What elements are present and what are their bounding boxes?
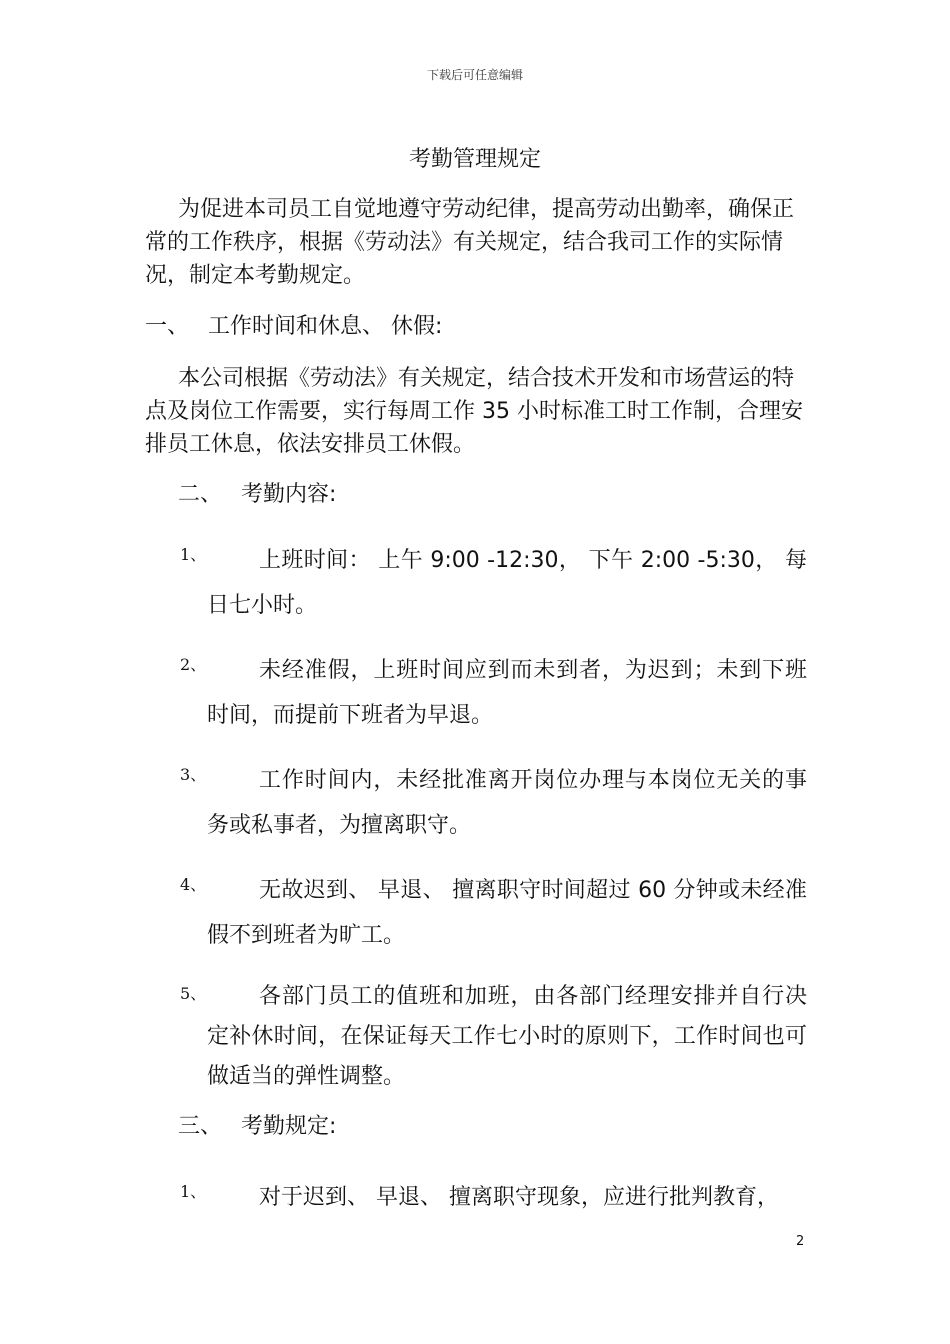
- list-item-number: 4、: [180, 875, 207, 894]
- list-item: [145, 648, 807, 738]
- list-item-text: 各部门员工的值班和加班，由各部门经理安排并自行决定补休时间，在保证每天工作七小时的原则下，工作时间也可做适当的弹性调整。: [207, 984, 807, 1089]
- section-3-number: 三、: [178, 1114, 223, 1139]
- list-item: [145, 758, 807, 848]
- list-item-text: 无故迟到、 早退、 擅离职守时间超过 60 分钟或未经准假不到班者为旷工。: [207, 878, 807, 948]
- section-3-title: 考勤规定:: [241, 1114, 337, 1139]
- document-title: 考勤管理规定: [408, 147, 541, 172]
- page-header: 下载后可任意编辑: [426, 68, 523, 82]
- section-1-heading: [145, 310, 442, 343]
- list-item: [145, 1175, 807, 1220]
- list-item-text: 工作时间内，未经批准离开岗位办理与本岗位无关的事务或私事者，为擅离职守。: [207, 768, 807, 838]
- list-item-number: 3、: [180, 765, 207, 784]
- section-2-heading: [178, 478, 336, 511]
- list-item: [145, 538, 807, 628]
- section-1-number: 一、: [145, 314, 190, 339]
- list-item-text: 上班时间： 上午 9:00 -12:30， 下午 2:00 -5:30， 每日七小时。: [207, 548, 807, 618]
- list-item-number: 1、: [180, 545, 207, 564]
- page-number: 2: [796, 1234, 805, 1249]
- intro-paragraph: 为促进本司员工自觉地遵守劳动纪律，提高劳动出勤率，确保正常的工作秩序，根据《劳动法》有关规定，结合我司工作的实际情况，制定本考勤规定。: [145, 197, 795, 288]
- section-1-body: 本公司根据《劳动法》有关规定，结合技术开发和市场营运的特点及岗位工作需要，实行每周工作 35 小时标准工时工作制，合理安排员工休息，依法安排员工休假。: [145, 366, 803, 457]
- list-item-text: 对于迟到、 早退、 擅离职守现象，应进行批判教育，: [259, 1185, 779, 1210]
- section-1-title: 工作时间和休息、 休假:: [208, 314, 443, 339]
- list-item: [145, 868, 807, 958]
- list-item-text: 未经准假，上班时间应到而未到者，为迟到；未到下班时间，而提前下班者为早退。: [207, 658, 807, 728]
- section-2-number: 二、: [178, 482, 223, 507]
- list-item-number: 5、: [180, 984, 207, 1003]
- section-2-title: 考勤内容:: [241, 482, 337, 507]
- section-3-heading: [178, 1110, 336, 1143]
- list-item: [145, 977, 807, 1097]
- list-item-number: 2、: [180, 655, 207, 674]
- list-item-number: 1、: [180, 1182, 207, 1201]
